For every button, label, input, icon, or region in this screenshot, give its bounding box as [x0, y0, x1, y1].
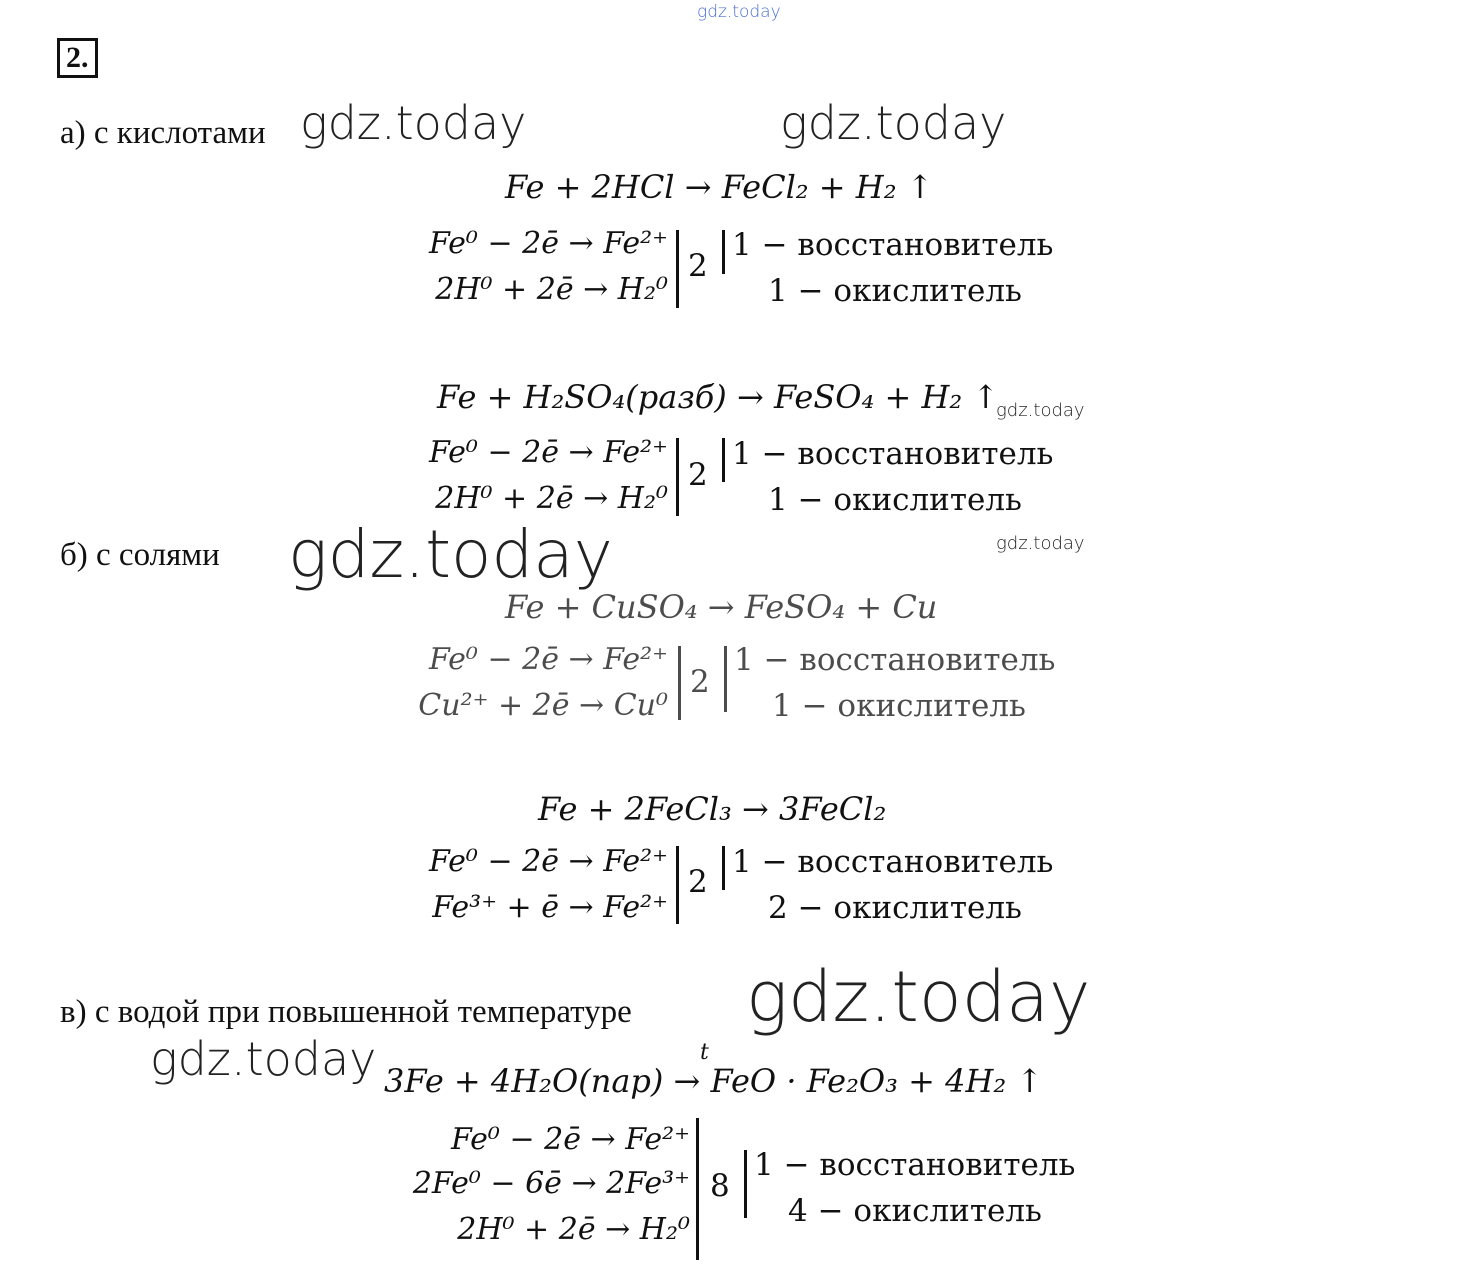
watermark: gdz.today: [780, 96, 1007, 150]
reducer-role: 1 − восстановитель: [732, 436, 1054, 472]
half-reaction: 2H⁰ + 2ē → H₂⁰: [435, 272, 668, 307]
lcm-coefficient: 2: [688, 248, 708, 284]
reducer-role: 1 − восстановитель: [734, 642, 1056, 678]
balance-bar: [678, 646, 681, 720]
reaction-condition: t: [700, 1040, 709, 1065]
half-reaction: Cu²⁺ + 2ē → Cu⁰: [418, 688, 668, 723]
watermark: gdz.today: [996, 533, 1085, 554]
balance-bar: [722, 846, 725, 890]
balance-bar: [676, 438, 679, 516]
watermark: gdz.today: [300, 96, 527, 150]
oxidizer-role: 1 − окислитель: [768, 482, 1022, 518]
balance-bar: [724, 646, 727, 712]
balance-bar: [676, 230, 679, 308]
section-a-label: а) с кислотами: [60, 115, 266, 151]
half-reaction: Fe⁰ − 2ē → Fe²⁺: [428, 844, 668, 879]
section-c-label: в) с водой при повышенной температуре: [60, 994, 632, 1030]
lcm-coefficient: 2: [690, 664, 710, 700]
oxidizer-role: 1 − окислитель: [772, 688, 1026, 724]
watermark: gdz.today: [288, 516, 613, 593]
half-reaction: Fe⁰ − 2ē → Fe²⁺: [428, 226, 668, 261]
balance-bar: [696, 1118, 699, 1260]
watermark-top: gdz.today: [697, 2, 781, 22]
lcm-coefficient: 8: [710, 1168, 730, 1204]
reducer-role: 1 − восстановитель: [732, 227, 1054, 263]
reaction-equation: Fe + 2HCl → FeCl₂ + H₂ ↑: [505, 168, 934, 206]
oxidizer-role: 1 − окислитель: [768, 273, 1022, 309]
balance-bar: [744, 1150, 747, 1218]
half-reaction: Fe⁰ − 2ē → Fe²⁺: [428, 435, 668, 470]
reaction-equation: Fe + 2FeCl₃ → 3FeCl₂: [538, 790, 887, 828]
half-reaction: Fe⁰ − 2ē → Fe²⁺: [450, 1122, 690, 1157]
watermark: gdz.today: [996, 400, 1085, 421]
half-reaction: 2H⁰ + 2ē → H₂⁰: [457, 1212, 690, 1247]
half-reaction: 2H⁰ + 2ē → H₂⁰: [435, 481, 668, 516]
task-number: 2.: [57, 38, 98, 78]
watermark: gdz.today: [746, 956, 1091, 1038]
half-reaction: 2Fe⁰ − 6ē → 2Fe³⁺: [412, 1166, 690, 1201]
lcm-coefficient: 2: [688, 457, 708, 493]
reaction-equation: Fe + H₂SO₄(разб) → FeSO₄ + H₂ ↑: [437, 378, 1000, 416]
oxidizer-role: 2 − окислитель: [768, 890, 1022, 926]
reducer-role: 1 − восстановитель: [732, 844, 1054, 880]
reaction-equation: Fe + CuSO₄ → FeSO₄ + Cu: [505, 588, 938, 626]
watermark: gdz.today: [150, 1032, 377, 1086]
balance-bar: [722, 230, 725, 274]
section-b-label: б) с солями: [60, 537, 220, 573]
half-reaction: Fe³⁺ + ē → Fe²⁺: [432, 890, 668, 925]
oxidizer-role: 4 − окислитель: [788, 1193, 1042, 1229]
lcm-coefficient: 2: [688, 864, 708, 900]
balance-bar: [722, 438, 725, 482]
reaction-equation: 3Fe + 4H₂O(пар) → FeO · Fe₂O₃ + 4H₂ ↑: [384, 1062, 1044, 1100]
balance-bar: [676, 846, 679, 924]
half-reaction: Fe⁰ − 2ē → Fe²⁺: [428, 642, 668, 677]
reducer-role: 1 − восстановитель: [754, 1147, 1076, 1183]
